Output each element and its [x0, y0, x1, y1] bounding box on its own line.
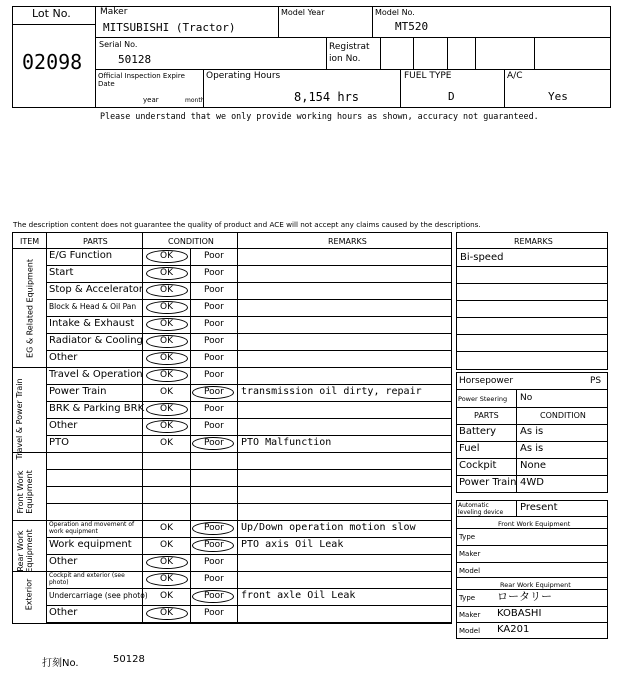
- model-year-label: Model Year: [281, 8, 325, 17]
- power-steering-value: No: [520, 393, 533, 403]
- registration-label: Registrat ion No.: [329, 42, 370, 64]
- ok-option[interactable]: OK: [160, 319, 173, 329]
- condition-subheader: CONDITION: [540, 411, 586, 420]
- selected-circle: [192, 437, 234, 450]
- part-name: Intake & Exhaust: [49, 318, 135, 329]
- selected-circle: [146, 403, 188, 416]
- selected-circle: [146, 318, 188, 331]
- ac-value: Yes: [548, 90, 568, 103]
- poor-option[interactable]: Poor: [204, 591, 224, 601]
- poor-option[interactable]: Poor: [204, 523, 224, 533]
- ok-option[interactable]: OK: [160, 523, 173, 533]
- rear-type-value: ロータリー: [497, 590, 552, 603]
- part-name: PTO: [49, 437, 70, 448]
- ok-option[interactable]: OK: [160, 336, 173, 346]
- horsepower-unit: PS: [590, 376, 602, 386]
- poor-option[interactable]: Poor: [204, 421, 224, 431]
- part-name: BRK & Parking BRK: [49, 403, 145, 414]
- part-name: Radiator & Cooling: [49, 335, 143, 346]
- selected-circle: [146, 420, 188, 433]
- part-name: Operation and movement of work equipment: [49, 521, 135, 535]
- model-no-value: MT520: [395, 20, 429, 33]
- inspection-label: Official Inspection Expire Date: [98, 72, 185, 88]
- item-header: ITEM: [20, 237, 40, 246]
- part-name: Other: [49, 607, 78, 618]
- selected-circle: [146, 369, 188, 382]
- selected-circle: [146, 284, 188, 297]
- selected-circle: [192, 522, 234, 535]
- selected-circle: [146, 573, 188, 586]
- serial-value: 50128: [118, 53, 152, 66]
- selected-circle: [146, 352, 188, 365]
- poor-option[interactable]: Poor: [204, 370, 224, 380]
- lot-number: 02098: [22, 50, 83, 74]
- ok-option[interactable]: OK: [160, 608, 173, 618]
- poor-option[interactable]: Poor: [204, 438, 224, 448]
- part-name: Cockpit and exterior (see photo): [49, 572, 125, 586]
- right-remarks-header: REMARKS: [514, 237, 553, 246]
- group-front-work: Front Work Equipment: [16, 470, 34, 514]
- remark: Up/Down operation motion slow: [241, 522, 416, 533]
- year-label: year: [143, 96, 159, 104]
- group-travel-power-train: Travel & Power Train: [15, 378, 24, 460]
- poor-option[interactable]: Poor: [204, 574, 224, 584]
- condition-header: CONDITION: [168, 237, 214, 246]
- selected-circle: [146, 267, 188, 280]
- part-name: Other: [49, 352, 78, 363]
- part-name: Other: [49, 420, 78, 431]
- ok-option[interactable]: OK: [160, 302, 173, 312]
- selected-circle: [146, 250, 188, 263]
- selected-circle: [192, 590, 234, 603]
- poor-option[interactable]: Poor: [204, 387, 224, 397]
- auto-leveling-value: Present: [520, 502, 558, 513]
- rear-model-label: Model: [459, 627, 481, 635]
- ok-option[interactable]: OK: [160, 540, 173, 550]
- poor-option[interactable]: Poor: [204, 540, 224, 550]
- group-rear-work: Rear Work Equipment: [16, 529, 34, 573]
- part-name: Travel & Operation: [49, 369, 143, 380]
- selected-circle: [192, 386, 234, 399]
- ok-option[interactable]: OK: [160, 251, 173, 261]
- operating-hours-value: 8,154 hrs: [294, 90, 360, 104]
- poor-option[interactable]: Poor: [204, 319, 224, 329]
- ok-option[interactable]: OK: [160, 268, 173, 278]
- part-name: E/G Function: [49, 250, 113, 261]
- selected-circle: [146, 607, 188, 620]
- front-maker-label: Maker: [459, 550, 481, 558]
- selected-circle: [146, 301, 188, 314]
- model-no-label: Model No.: [375, 8, 415, 17]
- rear-maker-label: Maker: [459, 611, 481, 619]
- spec-value: As is: [520, 443, 544, 454]
- auto-leveling-label: Automatic leveling device: [458, 502, 504, 516]
- operating-hours-label: Operating Hours: [206, 71, 281, 81]
- parts-subheader: PARTS: [474, 411, 499, 420]
- front-type-label: Type: [459, 533, 476, 541]
- ok-option[interactable]: OK: [160, 387, 173, 397]
- parts-header: PARTS: [83, 237, 108, 246]
- month-label: month: [185, 97, 205, 104]
- ok-option[interactable]: OK: [160, 591, 173, 601]
- rear-model-value: KA201: [497, 624, 530, 635]
- remark: PTO axis Oil Leak: [241, 539, 344, 550]
- disclaimer: The description content does not guarantee the quality of product and ACE will not accept any claims caused by the descriptions.: [13, 220, 481, 229]
- poor-option[interactable]: Poor: [204, 285, 224, 295]
- remark: front axle Oil Leak: [241, 590, 356, 601]
- part-name: Undercarriage (see photo): [49, 591, 148, 600]
- spec-value: As is: [520, 426, 544, 437]
- fuel-type-label: FUEL TYPE: [404, 71, 452, 81]
- stamp-value: 50128: [113, 654, 145, 665]
- poor-option[interactable]: Poor: [204, 268, 224, 278]
- hours-note: Please understand that we only provide working hours as shown, accuracy not guaranteed.: [100, 111, 539, 121]
- rear-maker-value: KOBASHI: [497, 608, 542, 619]
- part-name: Work equipment: [49, 539, 132, 550]
- remarks-header: REMARKS: [328, 237, 367, 246]
- stamp-label: 打刻No.: [42, 658, 79, 669]
- spec-label: Fuel: [459, 443, 480, 454]
- front-work-title: Front Work Equipment: [498, 520, 571, 528]
- ok-option[interactable]: OK: [160, 421, 173, 431]
- serial-label: Serial No.: [99, 40, 138, 49]
- spec-label: Cockpit: [459, 460, 497, 471]
- remark: transmission oil dirty, repair: [241, 386, 422, 397]
- ok-option[interactable]: OK: [160, 557, 173, 567]
- ac-label: A/C: [507, 71, 523, 81]
- ok-option[interactable]: OK: [160, 353, 173, 363]
- rear-work-title: Rear Work Equipment: [500, 581, 571, 589]
- ok-option[interactable]: OK: [160, 370, 173, 380]
- horsepower-label: Horsepower: [459, 376, 514, 386]
- poor-option[interactable]: Poor: [204, 336, 224, 346]
- part-name: Stop & Accelerator: [49, 284, 144, 295]
- selected-circle: [146, 335, 188, 348]
- maker-value: MITSUBISHI (Tractor): [103, 21, 236, 34]
- poor-option[interactable]: Poor: [204, 302, 224, 312]
- spec-value: 4WD: [520, 477, 544, 488]
- remark: PTO Malfunction: [241, 437, 332, 448]
- selected-circle: [192, 539, 234, 552]
- front-model-label: Model: [459, 567, 481, 575]
- ok-option[interactable]: OK: [160, 404, 173, 414]
- part-name: Other: [49, 556, 78, 567]
- poor-option[interactable]: Poor: [204, 608, 224, 618]
- poor-option[interactable]: Poor: [204, 557, 224, 567]
- group-exterior: Exterior: [24, 578, 34, 611]
- ok-option[interactable]: OK: [160, 438, 173, 448]
- poor-option[interactable]: Poor: [204, 404, 224, 414]
- ok-option[interactable]: OK: [160, 574, 173, 584]
- spec-label: Power Train: [459, 477, 517, 488]
- spec-label: Battery: [459, 426, 497, 437]
- part-name: Start: [49, 267, 74, 278]
- ok-option[interactable]: OK: [160, 285, 173, 295]
- poor-option[interactable]: Poor: [204, 251, 224, 261]
- group-eg-related: EG & Related Equipment: [25, 259, 35, 358]
- right-remarks-value: Bi-speed: [460, 252, 504, 263]
- poor-option[interactable]: Poor: [204, 353, 224, 363]
- rear-type-label: Type: [459, 594, 476, 602]
- fuel-type-value: D: [448, 90, 455, 103]
- power-steering-label: Power Steering: [458, 395, 508, 403]
- selected-circle: [146, 556, 188, 569]
- part-name: Block & Head & Oil Pan: [49, 302, 137, 311]
- maker-label: Maker: [100, 7, 128, 17]
- part-name: Power Train: [49, 386, 107, 397]
- spec-value: None: [520, 460, 547, 471]
- lot-label: Lot No.: [32, 7, 71, 20]
